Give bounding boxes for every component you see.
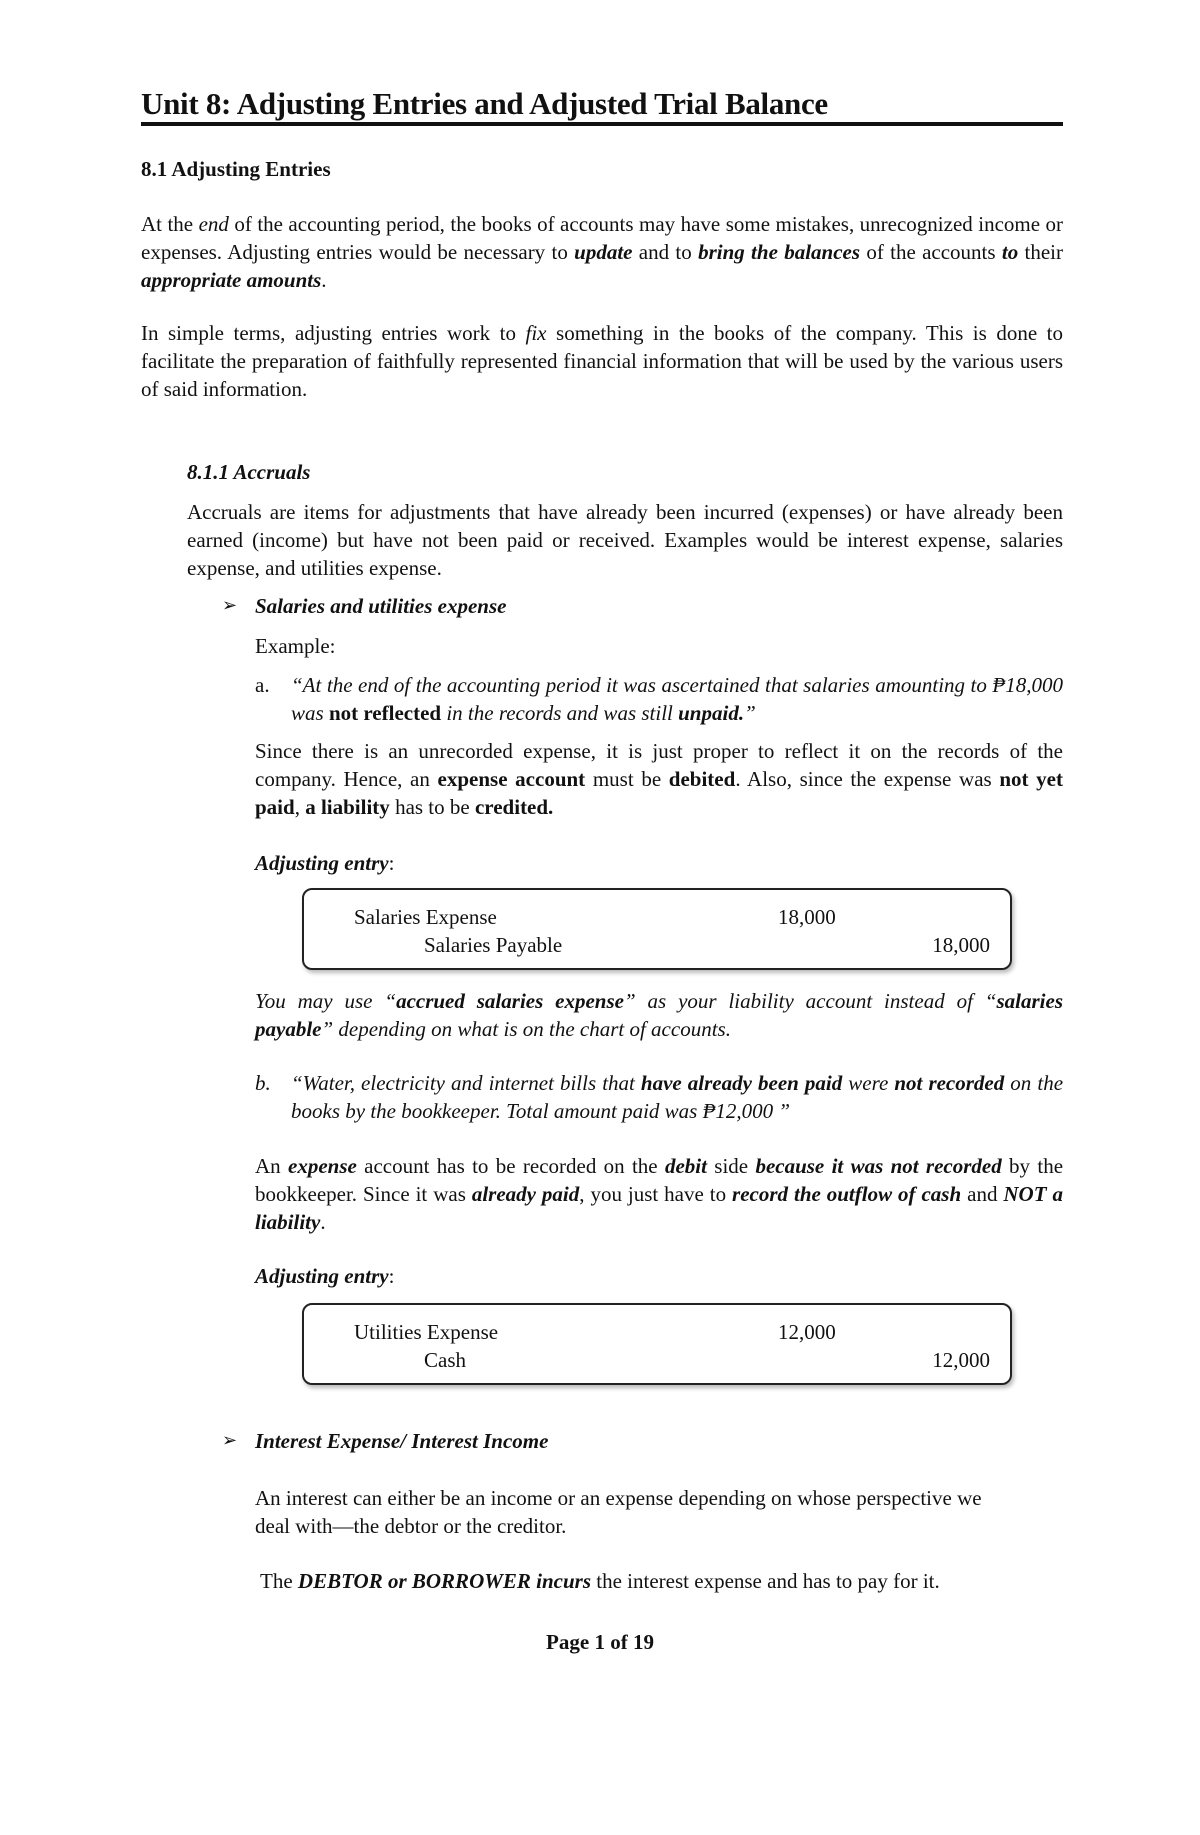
text-run: . Also, since the expense was <box>735 766 1000 791</box>
text-run: expense account <box>437 766 586 791</box>
text-run: have already been paid <box>640 1071 843 1095</box>
text-run: by the bookkeeper. Since it was <box>255 1154 1064 1206</box>
example-a-marker: a. <box>255 673 270 697</box>
credit-account: Cash <box>424 1348 466 1372</box>
text-run: update <box>574 239 633 264</box>
expense-paragraph <box>255 1153 1063 1236</box>
adjusting-entry-label-1 <box>255 850 394 878</box>
intro-paragraph <box>141 211 1063 294</box>
text-run: to <box>1001 239 1019 264</box>
label-text: Adjusting entry <box>255 1264 389 1288</box>
text-run: on the books by the bookkeeper. Total amount paid was ₱12,000 ” <box>291 1071 1064 1123</box>
text-run: expense <box>288 1154 357 1178</box>
since-paragraph <box>255 738 1063 821</box>
text-run: something in the books of the company. This is done to facilitate the preparation of faithfully represented financial information that will be used by the various users of said information. <box>141 321 1063 401</box>
text-run: “At the end of the accounting period it was ascertained that salaries amounting to ₱18,000 was <box>291 673 1063 725</box>
page-number: 1 <box>594 1630 605 1654</box>
text-run: DEBTOR or BORROWER incurs <box>297 1569 592 1593</box>
text-run: and to <box>632 239 699 264</box>
text-run: You may use “ <box>255 989 397 1013</box>
text-run: The <box>260 1569 298 1593</box>
text-run: side <box>706 1154 756 1178</box>
text-run: . <box>321 267 327 292</box>
arrow-bullet-icon: ➢ <box>222 595 238 615</box>
text-run: Accruals are items for adjustments that have already been incurred (expenses) or have already been earned (income) but have not been paid or received. Examples would be interest expense, salaries expense, and utilities expense. <box>187 500 1063 580</box>
journal-entry-box-2 <box>302 1303 1012 1385</box>
text-run: not yet paid <box>255 766 1063 819</box>
text-run: the interest expense and has to pay for it. <box>591 1569 940 1593</box>
credit-amount: 12,000 <box>932 1348 990 1372</box>
footer-prefix: Page <box>546 1630 595 1654</box>
text-run: , <box>294 794 306 819</box>
text-run: must be <box>585 766 669 791</box>
page-footer <box>0 1630 1200 1655</box>
text-run: “Water, electricity and internet bills that <box>291 1071 641 1095</box>
text-run: , you just have to <box>579 1181 733 1206</box>
text-run: In simple terms, adjusting entries work to <box>141 321 526 345</box>
text-run: not reflected <box>328 700 442 725</box>
text-run: already paid <box>471 1181 580 1206</box>
text-run: in the records and was still <box>441 700 679 725</box>
debit-amount: 12,000 <box>778 1320 836 1344</box>
text-run: unpaid. <box>678 700 745 725</box>
text-run: Since there is an unrecorded expense, it is just proper to reflect it on the records of the company. Hence, an <box>255 739 1063 791</box>
text-run: salaries payable <box>255 989 1063 1041</box>
bullet-salaries-utilities: Salaries and utilities expense <box>255 594 507 618</box>
label-text: Adjusting entry <box>255 851 389 875</box>
text-run: and <box>961 1181 1004 1206</box>
text-run: An <box>255 1154 288 1178</box>
example-b-text <box>291 1070 1063 1126</box>
text-run: fix <box>525 321 547 345</box>
section-heading: 8.1 Adjusting Entries <box>141 157 331 181</box>
text-run: not recorded <box>894 1071 1005 1095</box>
text-run: At the <box>141 212 199 236</box>
debit-account: Salaries Expense <box>354 905 497 929</box>
text-run: account has to be recorded on the <box>356 1154 665 1178</box>
text-run: ” <box>744 700 756 725</box>
example-a-text <box>291 672 1063 728</box>
accrued-salaries-note <box>255 988 1063 1044</box>
footer-of: of <box>604 1630 633 1654</box>
text-run: accrued salaries expense <box>396 989 624 1013</box>
text-run: their <box>1018 239 1064 264</box>
journal-entry-box-1 <box>302 888 1012 970</box>
text-run: credited. <box>474 794 554 819</box>
text-run: a liability <box>305 794 390 819</box>
text-run: because it was not recorded <box>755 1154 1002 1178</box>
credit-account: Salaries Payable <box>424 933 563 957</box>
text-run: record the outflow of cash <box>732 1181 962 1206</box>
label-colon: : <box>388 1264 395 1288</box>
text-run: of the accounts <box>860 239 1002 264</box>
example-b-marker: b. <box>255 1071 271 1095</box>
page-total: 19 <box>632 1630 654 1654</box>
debit-account: Utilities Expense <box>354 1320 499 1344</box>
text-run: has to be <box>389 794 475 819</box>
accruals-paragraph <box>187 499 1063 582</box>
text-run: . <box>320 1209 326 1234</box>
interest-paragraph <box>255 1485 995 1541</box>
text-run: debit <box>664 1154 707 1178</box>
subsection-heading: 8.1.1 Accruals <box>187 460 311 484</box>
adjusting-entry-label-2 <box>255 1263 394 1291</box>
text-run: ” depending on what is on the chart of accounts. <box>321 1016 731 1041</box>
debit-amount: 18,000 <box>778 905 836 929</box>
text-run: bring the balances <box>698 239 861 264</box>
text-run: were <box>842 1071 895 1095</box>
text-run: ” as your liability account instead of “ <box>623 989 997 1013</box>
arrow-bullet-icon: ➢ <box>222 1430 238 1450</box>
page-title: Unit 8: Adjusting Entries and Adjusted Trial Balance <box>141 86 828 121</box>
example-label: Example: <box>255 634 336 658</box>
text-run: of the accounting period, the books of accounts may have some mistakes, unrecognized income or expenses. Adjusting entries would be necessary to <box>141 212 1064 264</box>
debtor-paragraph <box>260 1568 1080 1596</box>
text-run: An interest can either be an income or an expense depending on whose perspective we deal with—the debtor or the creditor. <box>255 1486 982 1538</box>
text-run: NOT a liability <box>255 1181 1063 1234</box>
bullet-interest: Interest Expense/ Interest Income <box>255 1429 549 1453</box>
text-run: end <box>198 212 229 236</box>
label-colon: : <box>388 851 395 875</box>
credit-amount: 18,000 <box>932 933 990 957</box>
text-run: debited <box>668 766 736 791</box>
text-run: appropriate amounts <box>141 267 322 292</box>
simple-terms-paragraph <box>141 320 1063 403</box>
title-underline <box>141 122 1063 126</box>
